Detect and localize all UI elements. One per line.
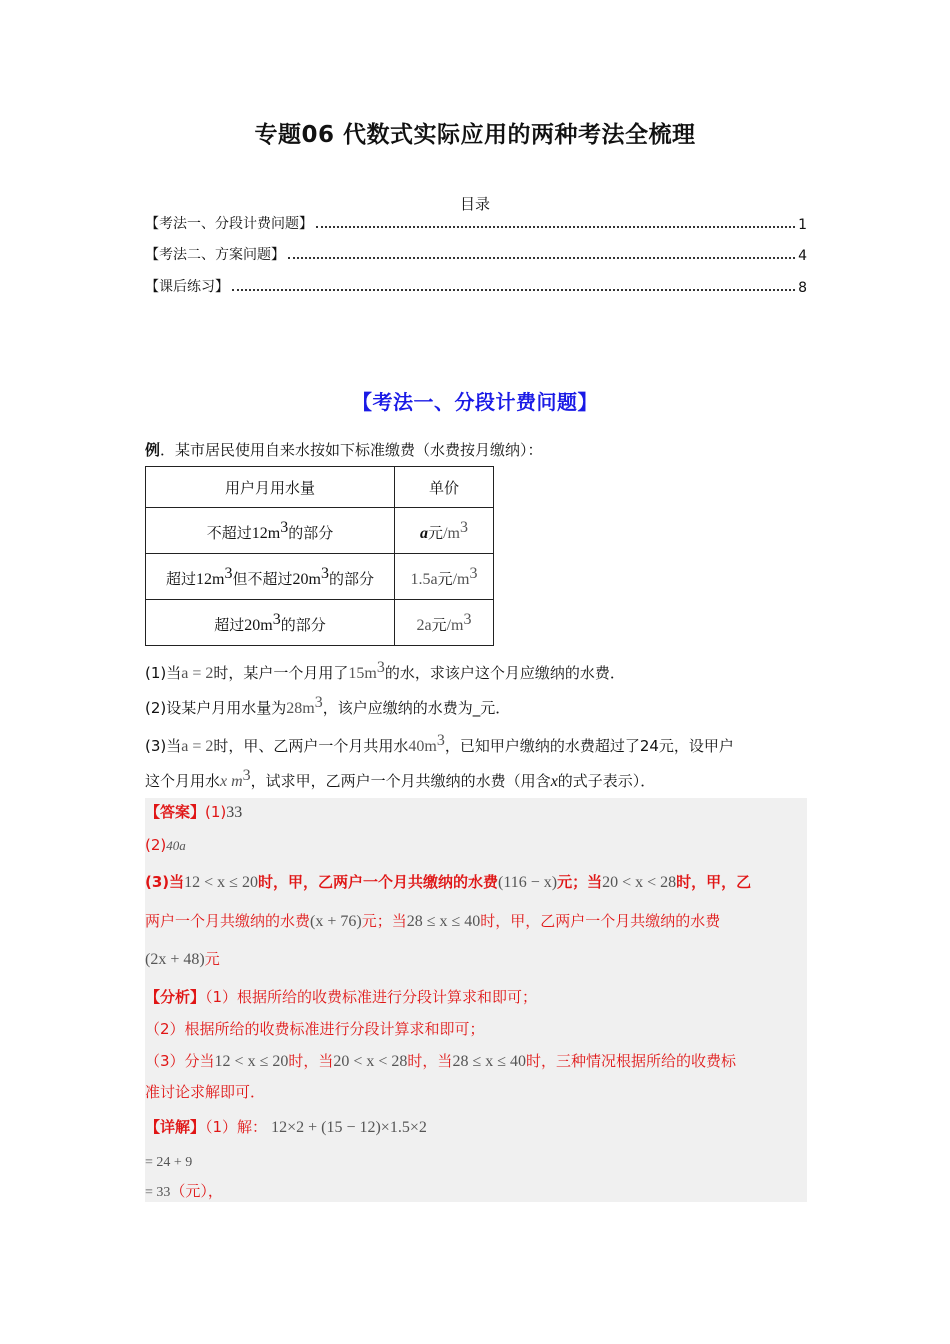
table-header-usage: 用户月用水量 bbox=[146, 467, 395, 508]
answer-tag: 【答案】 bbox=[145, 803, 206, 821]
table-cell-price: a元$/m^3$ bbox=[395, 508, 494, 554]
table-row bbox=[146, 508, 494, 554]
table-header-price: 单价 bbox=[395, 467, 494, 508]
table-cell-price: 2a元$/m^3$ bbox=[395, 600, 494, 646]
detail-line-2: = 24 + 9 bbox=[145, 1155, 193, 1170]
toc-dot-leader bbox=[288, 256, 795, 259]
toc-item-label: 【考法二、方案问题】 bbox=[145, 247, 285, 263]
answer-line-1: 【答案】(1)33 bbox=[145, 803, 243, 821]
answer-box bbox=[145, 798, 807, 1202]
toc-dot-leader bbox=[232, 288, 795, 291]
example-intro bbox=[145, 439, 807, 461]
table-cell-usage: 不超过$12m^3$的部分 bbox=[146, 508, 395, 554]
toc-item-label: 【课后练习】 bbox=[145, 279, 229, 295]
toc-page-number: 1 bbox=[798, 217, 807, 233]
table-row bbox=[146, 600, 494, 646]
toc-item-label: 【考法一、分段计费问题】 bbox=[145, 216, 313, 232]
table-cell-price: 1.5a元$/m^3$ bbox=[395, 554, 494, 600]
detail-line-1: 【详解】（1）解： 12×2 + (15 − 12)×1.5×2 bbox=[145, 1118, 427, 1136]
question-3-line-1: (3)当a = 2时，甲、乙两户一个月共用水$40m^3$，已知甲户缴纳的水费超过了24元，设甲户 bbox=[145, 732, 734, 755]
analysis-line-3: （3）分当12 < x ≤ 20时，当20 < x < 28时，当28 ≤ x ≤ 40时，三种情况根据所给的收费标 bbox=[145, 1052, 737, 1070]
detail-tag: 【详解】 bbox=[145, 1118, 206, 1136]
toc-page-number: 4 bbox=[798, 248, 807, 264]
example-prefix: 例 bbox=[145, 441, 161, 459]
toc-item-1[interactable] bbox=[145, 211, 807, 233]
toc-heading: 目录 bbox=[459, 195, 490, 213]
table-cell-usage: 超过$20m^3$的部分 bbox=[146, 600, 395, 646]
pricing-table bbox=[145, 466, 494, 646]
analysis-tag: 【分析】 bbox=[145, 988, 206, 1006]
answer-line-3: (3)当12 < x ≤ 20时，甲，乙两户一个月共缴纳的水费(116 − x)元；当20 < x < 28时，甲，乙 bbox=[145, 873, 752, 891]
toc-page-number: 8 bbox=[798, 280, 807, 296]
toc-item-3[interactable] bbox=[145, 274, 807, 296]
analysis-line-1: 【分析】（1）根据所给的收费标准进行分段计算求和即可； bbox=[145, 988, 538, 1006]
table-cell-usage: 超过$12m^3$但不超过$20m^3$的部分 bbox=[146, 554, 395, 600]
table-row bbox=[146, 554, 494, 600]
question-3-line-2: 这个月用水x $m^3$，试求甲，乙两户一个月共缴纳的水费（用含x的式子表示）． bbox=[145, 767, 656, 790]
question-1: (1)当a = 2时，某户一个月用了$15m^3$的水，求该户这个月应缴纳的水费． bbox=[145, 659, 625, 682]
answer-line-2: (2)40a bbox=[145, 836, 186, 854]
answer-line-5: (2x + 48)元 bbox=[145, 950, 220, 968]
page-title: 专题06 代数式实际应用的两种考法全梳理 bbox=[254, 122, 696, 148]
detail-line-3: = 33（元）， bbox=[145, 1182, 223, 1200]
answer-line-4: 两户一个月共缴纳的水费(x + 76)元；当28 ≤ x ≤ 40时，甲，乙两户一个月共缴纳的水费 bbox=[145, 912, 721, 930]
toc-item-2[interactable] bbox=[145, 242, 807, 264]
section-title: 【考法一、分段计费问题】 bbox=[352, 390, 598, 414]
analysis-line-2: （2）根据所给的收费标准进行分段计算求和即可； bbox=[145, 1020, 485, 1038]
example-intro-text: ．某市居民使用自来水按如下标准缴费（水费按月缴纳）： bbox=[160, 441, 543, 459]
toc-dot-leader bbox=[316, 225, 795, 228]
table-header-row bbox=[146, 467, 494, 508]
analysis-line-4: 准讨论求解即可． bbox=[145, 1083, 266, 1101]
question-2: (2)设某户月用水量为$28m^3$，该户应缴纳的水费为_元． bbox=[145, 694, 511, 717]
